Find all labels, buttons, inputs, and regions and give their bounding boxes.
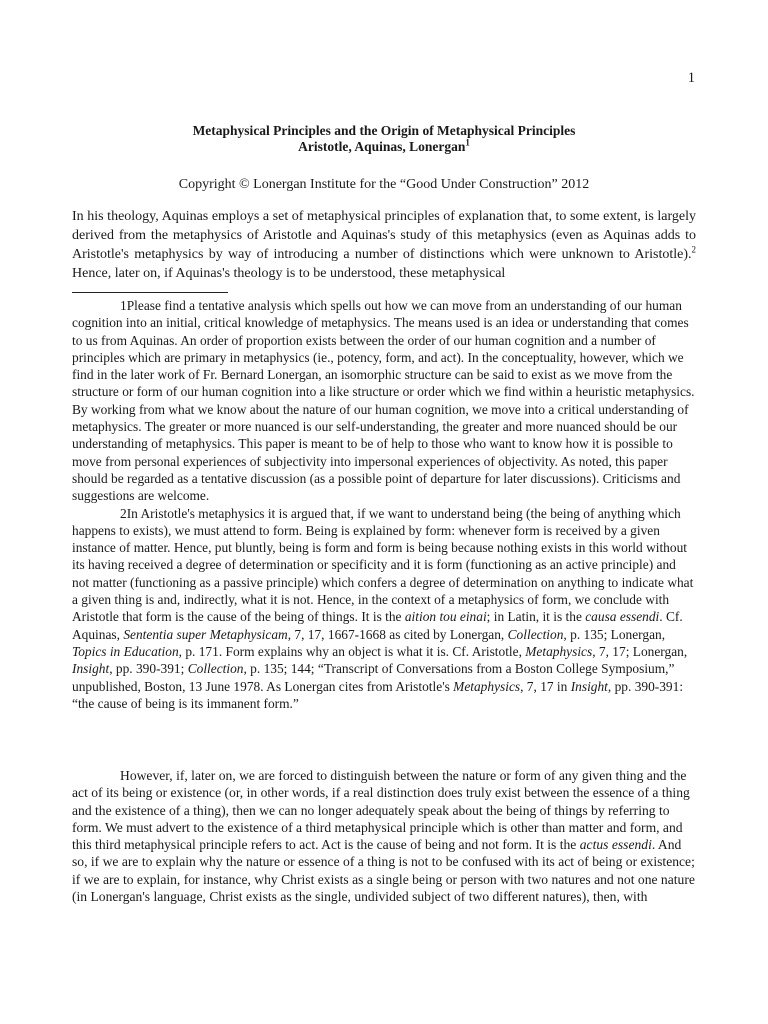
footnote-text: Please find a tentative analysis which spells out how we can move from an understanding of our human cognition into an initial, critical knowledge of metaphysics. The means used is an idea or understanding that comes to us from Aquinas. An order of proportion exists between the order of our human cognition and a number of principles which are primary in metaphysics (ie., potency, form, and act). In the conceptuality, however, which we find in the later work of Fr. Bernard Lonergan, an isomorphic structure can be said to exist as we move from the structure or form of our human cognition into a like structure or order which we find within a heuristic metaphysics. By working from what we know about the nature of our human cognition, we move into a critical understanding of metaphysics. The greater or more nuanced is our self-understanding, the greater and more nuanced should be our understanding of metaphysics. This paper is meant to be of help to those who want to know how it is possible to move from personal experiences of subjectivity into impersonal experiences of objectivity. As noted, this paper should be regarded as a tentative discussion (as a possible point of departure for later discussions). Criticisms and suggestions are welcome. [72,298,695,504]
body-paragraph-2 [72,767,696,905]
footnote-text: , 7, 17 in [520,678,571,694]
footnote-text: , pp. 390-391: “the cause of being is its immanent form.” [72,678,684,711]
book-title: Metaphysics [525,643,593,659]
book-title: Metaphysics [453,678,521,694]
book-title: Topics in Education [72,643,179,659]
footnotes [72,297,696,712]
book-title: Collection [507,626,564,642]
italic-term: aition tou einai [404,609,487,625]
footnote-text: , p. 171. Form explains why an object is what it is. Cf. Aristotle, [178,643,526,659]
book-title: Insight [570,678,608,694]
title-line-2 [72,139,696,155]
footnote-text: , p. 135; Lonergan, [563,626,666,642]
footnote-text: . Cf. Aquinas, [72,609,683,642]
intro-text-continued: Hence, later on, if Aquinas's theology is to be understood, these metaphysical [72,266,506,281]
paragraph-text: . And so, if we are to explain why the nature or essence of a thing is not to be confused with its act of being or existence; if we are to explain, for instance, why Christ exists as a single being or person with two natures and not one nature (in Lonergan's language, Christ exists as the single, undivided subject of two different natures), then, with [72,837,695,905]
book-title: Insight [72,661,110,677]
book-title: Sententia super Metaphysicam [123,626,288,642]
footnote-text: , pp. 390-391; [109,661,188,677]
paragraph-text: However, if, later on, we are forced to distinguish between the nature or form of any given thing and the act of its being or existence (or, in other words, if a real distinction does truly exist between the essence of a thing and the existence of a thing), then we can no longer adequately speak about the being of things by referring to form. We must advert to the existence of a third metaphysical principle which is other than matter and form, and this third metaphysical principle refers to act. Act is the cause of being and not form. It is the [72,768,690,853]
footnote-1 [72,297,696,505]
footnote-text: , p. 135; 144; “Transcript of Conversations from a Boston College Symposium,” unpublished, Boston, 13 June 1978. As Lonergan cites from Aristotle's [72,661,675,694]
footnote-separator [72,292,228,293]
footnote-2 [72,505,696,713]
italic-term: causa essendi [585,609,660,625]
title-authors: Aristotle, Aquinas, Lonergan [298,139,466,154]
footnote-text: , 7, 17; Lonergan, [592,643,688,659]
intro-text: In his theology, Aquinas employs a set of metaphysical principles of explanation that, to some extent, is largely derived from the metaphysics of Aristotle and Aquinas's study of this metaphysics (even as Aquinas adds to Aristotle's metaphysics by way of introducing a number of distinctions which were unknown to Aristotle). [72,209,696,262]
document-title [72,123,696,155]
footnote-number: 2 [120,505,127,521]
footnote-ref-2[interactable]: 2 [691,244,696,255]
footnote-text: ; in Latin, it is the [486,609,586,625]
intro-paragraph [72,207,696,283]
book-title: Collection [187,661,244,677]
footnote-text: , 7, 17, 1667-1668 as cited by Lonergan, [287,626,508,642]
footnote-number: 1 [120,298,127,313]
footnote-ref-1[interactable]: 1 [465,137,470,148]
title-line-1: Metaphysical Principles and the Origin of Metaphysical Principles [192,123,576,138]
italic-term: actus essendi [579,837,652,853]
footnote-text: In Aristotle's metaphysics it is argued that, if we want to understand being (the being of anything which happens to exists), we must attend to form. Being is explained by form: whenever form is received by a given instance of matter. Hence, put bluntly, being is form and form is being because nothing exists in this world without its having received a degree of determination or specificity and it is form (functioning as an active principle) and not matter (functioning as a passive principle) which confers a degree of determination on anything to indicate what a given thing is and, indirectly, what it is not. Hence, in the context of a metaphysics of form, we conclude with Aristotle that form is the cause of the being of things. It is the [72,505,694,625]
page-number: 1 [687,70,695,86]
copyright-notice: Copyright © Lonergan Institute for the “Good Under Construction” 2012 [178,177,590,192]
